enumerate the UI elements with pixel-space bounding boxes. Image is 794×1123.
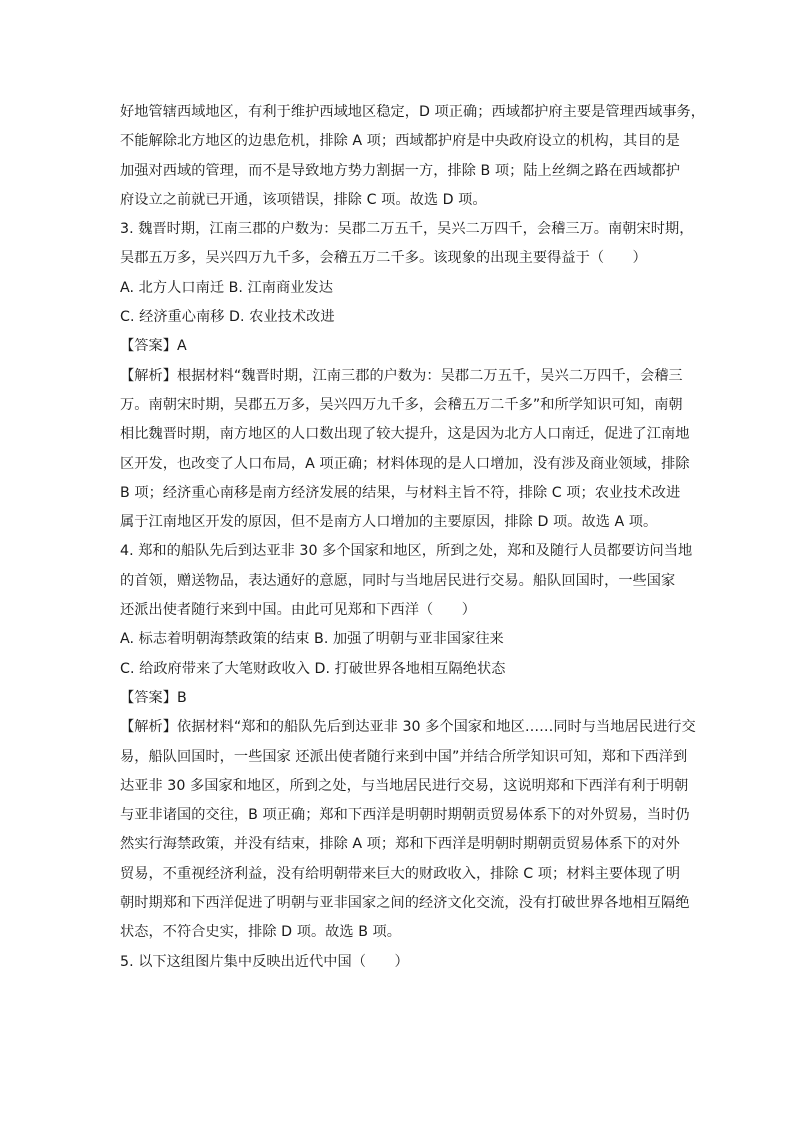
question-3-options: C. 经济重心南移 D. 农业技术改进: [120, 309, 335, 326]
question-4-explanation: 然实行海禁政策，并没有结束，排除 A 项；郑和下西洋是明朝时期朝贡贸易体系下的对外: [120, 836, 680, 853]
text-line-answer-2-explanation: 加强对西域的管理，而不是导致地方势力割据一方，排除 B 项；陆上丝绸之路在西域都护: [120, 162, 680, 179]
question-3-explanation: 相比魏晋时期，南方地区的人口数出现了较大提升，这是因为北方人口南迁，促进了江南地: [120, 426, 690, 443]
text-line-answer-2-explanation: 好地管辖西域地区，有利于维护西域地区稳定，D 项正确；西域都护府主要是管理西域事务，: [120, 104, 706, 120]
text-line-answer-2-explanation: 不能解除北方地区的边患危机，排除 A 项；西域都护府是中央政府设立的机构，其目的是: [120, 133, 680, 150]
question-4-stem: 的首领，赠送物品，表达通好的意愿，同时与当地居民进行交易。船队回国时，一些国家: [120, 572, 676, 589]
document-body: [120, 98, 706, 977]
question-4-explanation: 【解析】依据材料“郑和的船队先后到达亚非 30 多个国家和地区……同时与当地居民进行交: [120, 719, 696, 736]
question-4-stem: 4. 郑和的船队先后到达亚非 30 多个国家和地区，所到之处，郑和及随行人员都要访问当地: [120, 543, 693, 560]
question-5-stem: 5. 以下这组图片集中反映出近代中国（ ）: [120, 953, 409, 970]
question-3-options: A. 北方人口南迁 B. 江南商业发达: [120, 279, 333, 296]
question-3-stem: 吴郡五万多，吴兴四万九千多，会稽五万二千多。该现象的出现主要得益于（ ）: [120, 250, 647, 267]
question-4-options: C. 给政府带来了大笔财政收入 D. 打破世界各地相互隔绝状态: [120, 660, 506, 677]
question-3-explanation: 万。南朝宋时期，吴郡五万多，吴兴四万九千多，会稽五万二千多”和所学知识可知，南朝: [120, 396, 683, 413]
question-3-stem: 3. 魏晋时期，江南三郡的户数为：吴郡二万五千，吴兴二万四千，会稽三万。南朝宋时期，: [120, 221, 694, 238]
question-4-answer: 【答案】B: [120, 689, 187, 706]
question-4-explanation: 贸易，不重视经济利益，没有给明朝带来巨大的财政收入，排除 C 项；材料主要体现了明: [120, 865, 681, 882]
question-3-explanation: 属于江南地区开发的原因，但不是南方人口增加的主要原因，排除 D 项。故选 A 项。: [120, 514, 658, 531]
question-4-explanation: 易，船队回国时，一些国家 还派出使者随行来到中国”并结合所学知识可知，郑和下西洋到: [120, 748, 688, 765]
question-3-answer: 【答案】A: [120, 338, 187, 355]
question-3-explanation: 【解析】根据材料“魏晋时期，江南三郡的户数为：吴郡二万五千，吴兴二万四千，会稽三: [120, 367, 683, 384]
question-4-options: A. 标志着明朝海禁政策的结束 B. 加强了明朝与亚非国家往来: [120, 631, 504, 648]
question-3-explanation: 区开发，也改变了人口布局，A 项正确；材料体现的是人口增加，没有涉及商业领域，排除: [120, 455, 690, 472]
question-4-explanation: 朝时期郑和下西洋促进了明朝与亚非国家之间的经济文化交流，没有打破世界各地相互隔绝: [120, 895, 690, 912]
text-line-answer-2-explanation: 府设立之前就已开通，该项错误，排除 C 项。故选 D 项。: [120, 191, 487, 208]
question-3-explanation: B 项；经济重心南移是南方经济发展的结果，与材料主旨不符，排除 C 项；农业技术改进: [120, 484, 681, 501]
question-4-explanation: 达亚非 30 多国家和地区，所到之处，与当地居民进行交易，这说明郑和下西洋有利于明朝: [120, 777, 689, 794]
question-4-explanation: 与亚非诸国的交往，B 项正确；郑和下西洋是明朝时期朝贡贸易体系下的对外贸易，当时仍: [120, 807, 690, 824]
question-4-stem: 还派出使者随行来到中国。由此可见郑和下西洋（ ）: [120, 602, 476, 619]
question-4-explanation: 状态，不符合史实，排除 D 项。故选 B 项。: [120, 924, 402, 941]
